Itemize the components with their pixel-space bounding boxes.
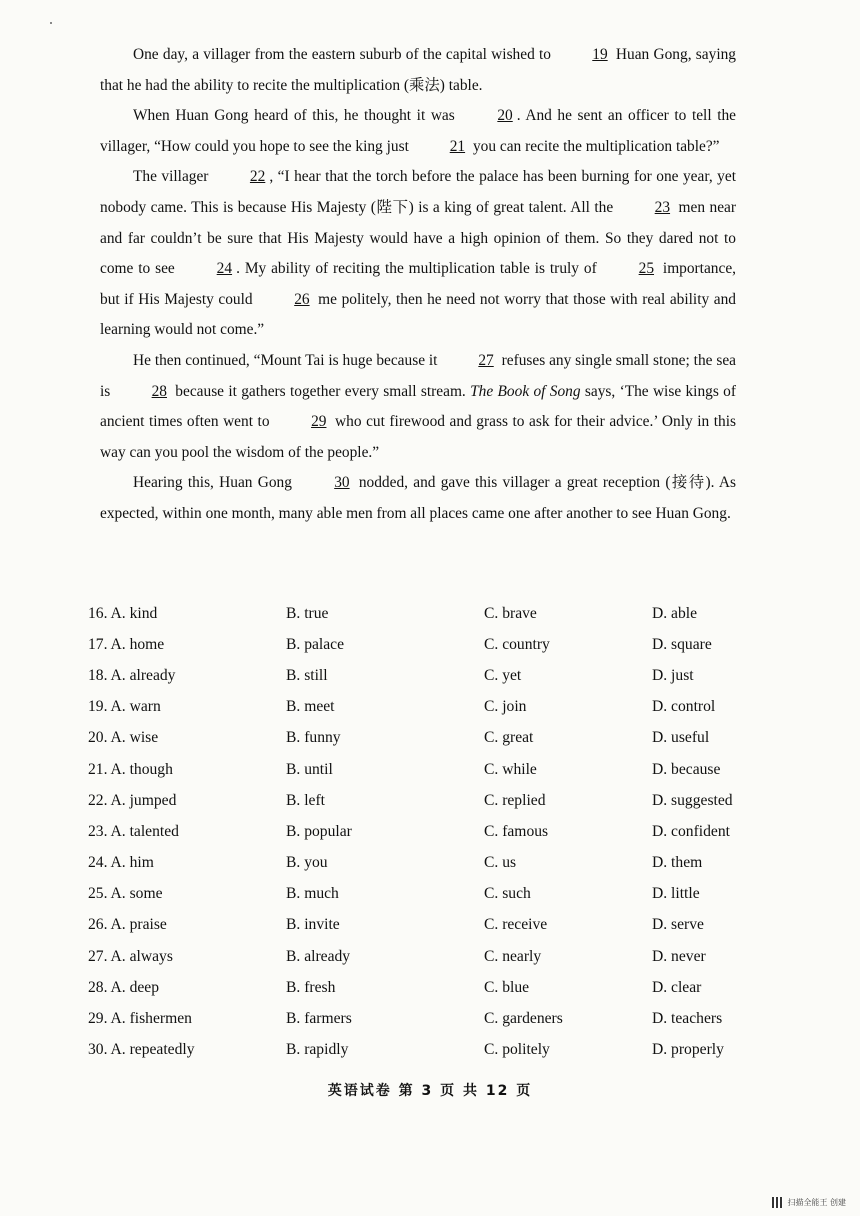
option-d: D. never — [652, 947, 706, 965]
option-c: C. brave — [484, 604, 537, 622]
option-d: D. suggested — [652, 791, 733, 809]
option-d: D. them — [652, 854, 703, 872]
option-d: D. clear — [652, 978, 702, 996]
option-d: D. properly — [652, 1041, 724, 1059]
text-run: Huan Gong, saying that he had the ability to recite the multiplication (乘法) table. — [100, 46, 736, 94]
text-run: you can recite the multiplication table?” — [469, 137, 720, 155]
option-a: 24. A. him — [88, 854, 154, 872]
option-c: C. nearly — [484, 947, 542, 965]
option-a: 25. A. some — [88, 885, 163, 903]
option-row-20 — [88, 723, 768, 754]
text-run: . And he sent an officer to tell the villager, “How could you hope to see the king just — [100, 107, 736, 155]
text-run: who cut firewood and grass to ask for their advice.’ Only in this way can you pool the wisdom of the people.” — [100, 413, 736, 461]
text-run: The villager — [133, 168, 213, 186]
text-run: , “I hear that the torch before the palace has been burning for one year, yet nobody came. This is because His Majesty (陛下) is a king of great talent. All the — [100, 168, 736, 216]
option-c: C. replied — [484, 791, 546, 809]
text-run: Hearing this, Huan Gong — [133, 474, 298, 492]
text-run: because it gathers together every small stream. — [170, 382, 471, 400]
option-b: B. invite — [286, 916, 340, 934]
option-c: C. gardeners — [484, 1010, 563, 1028]
blank-27: 27 — [478, 351, 494, 369]
blank-22: 22 — [249, 168, 266, 186]
paragraph-5 — [100, 468, 736, 529]
option-d: D. useful — [652, 729, 710, 747]
option-b: B. true — [286, 604, 329, 622]
option-c: C. while — [484, 760, 537, 778]
option-c: C. yet — [484, 666, 522, 684]
blank-23: 23 — [654, 198, 671, 216]
blank-26: 26 — [294, 290, 310, 308]
option-row-21 — [88, 754, 768, 785]
option-row-23 — [88, 816, 768, 847]
option-row-27 — [88, 941, 768, 972]
option-c: C. such — [484, 885, 531, 903]
option-a: 23. A. talented — [88, 822, 179, 840]
text-run: says, ‘The wise kings of ancient times often went to — [100, 382, 736, 431]
option-a: 27. A. always — [88, 947, 173, 965]
option-a: 16. A. kind — [88, 604, 158, 622]
text-run: me politely, then he need not worry that those with real ability and learning would not come.” — [100, 290, 736, 339]
option-b: B. you — [286, 854, 328, 872]
option-b: B. much — [286, 885, 339, 903]
option-d: D. able — [652, 604, 698, 622]
option-b: B. meet — [286, 698, 335, 716]
option-row-22 — [88, 785, 768, 816]
option-c: C. great — [484, 729, 534, 747]
option-b: B. fresh — [286, 978, 336, 996]
option-row-28 — [88, 972, 768, 1003]
text-run: men near and far couldn’t be sure that His Majesty would have a high opinion of them. So they dared not to come to see — [100, 198, 736, 278]
text-run: He then continued, “Mount Tai is huge because it — [133, 351, 442, 369]
option-a: 29. A. fishermen — [88, 1010, 192, 1028]
option-a: 30. A. repeatedly — [88, 1041, 195, 1059]
text-run: . My ability of reciting the multiplication table is truly of — [236, 260, 602, 278]
option-a: 26. A. praise — [88, 916, 167, 934]
blank-30: 30 — [334, 474, 350, 492]
option-a: 28. A. deep — [88, 978, 160, 996]
option-c: C. country — [484, 635, 550, 653]
option-b: B. funny — [286, 729, 341, 747]
option-row-18 — [88, 660, 768, 691]
option-row-19 — [88, 692, 768, 723]
option-row-26 — [88, 910, 768, 941]
option-a: 21. A. though — [88, 760, 173, 778]
scan-speck — [50, 22, 52, 24]
option-b: B. popular — [286, 822, 352, 840]
option-d: D. square — [652, 635, 712, 653]
blank-24: 24 — [216, 260, 233, 278]
qr-code-icon — [772, 1197, 783, 1208]
option-row-24 — [88, 848, 768, 879]
option-row-25 — [88, 879, 768, 910]
option-a: 17. A. home — [88, 635, 165, 653]
option-c: C. join — [484, 698, 527, 716]
option-d: D. just — [652, 666, 694, 684]
option-d: D. serve — [652, 916, 704, 934]
blank-20: 20 — [497, 107, 513, 125]
scanner-watermark — [772, 1197, 846, 1208]
option-c: C. politely — [484, 1041, 550, 1059]
option-c: C. famous — [484, 822, 549, 840]
option-row-30 — [88, 1035, 768, 1066]
option-d: D. control — [652, 698, 716, 716]
option-b: B. palace — [286, 635, 345, 653]
paragraph-3 — [100, 162, 736, 346]
book-title: The Book of Song — [470, 382, 581, 400]
text-run: When Huan Gong heard of this, he thought it was — [133, 107, 461, 125]
paragraph-4 — [100, 346, 736, 468]
blank-25: 25 — [638, 260, 655, 278]
option-row-29 — [88, 1003, 768, 1034]
option-b: B. farmers — [286, 1010, 352, 1028]
option-row-17 — [88, 629, 768, 660]
option-b: B. left — [286, 791, 325, 809]
option-b: B. still — [286, 666, 328, 684]
option-d: D. little — [652, 885, 700, 903]
option-b: B. until — [286, 760, 333, 778]
option-b: B. rapidly — [286, 1041, 349, 1059]
cloze-passage — [100, 40, 736, 530]
text-run: refuses any single small stone; the sea is — [100, 351, 736, 400]
text-run: importance, but if His Majesty could — [100, 260, 736, 308]
option-a: 18. A. already — [88, 666, 176, 684]
scanner-watermark-text: 扫描全能王 创建 — [787, 1198, 846, 1207]
text-run: One day, a villager from the eastern suburb of the capital wished to — [133, 46, 556, 63]
option-c: C. blue — [484, 978, 530, 996]
text-run: nodded, and gave this villager a great reception (接待). As expected, within one month, many able men from all places came one after another to see Huan Gong. — [100, 474, 736, 522]
option-d: D. confident — [652, 822, 730, 840]
option-a: 22. A. jumped — [88, 791, 177, 809]
option-row-16 — [88, 598, 768, 629]
blank-19: 19 — [592, 46, 608, 63]
blank-29: 29 — [311, 413, 327, 431]
page-footer: 英语试卷 第 3 页 共 12 页 — [327, 1083, 533, 1099]
option-c: C. receive — [484, 916, 548, 934]
option-b: B. already — [286, 947, 351, 965]
answer-options — [88, 598, 768, 1066]
option-c: C. us — [484, 854, 517, 872]
option-d: D. teachers — [652, 1010, 723, 1028]
blank-21: 21 — [449, 137, 466, 155]
blank-28: 28 — [151, 382, 167, 400]
option-a: 19. A. warn — [88, 698, 161, 716]
paragraph-1 — [100, 40, 736, 101]
option-d: D. because — [652, 760, 721, 778]
option-a: 20. A. wise — [88, 729, 159, 747]
paragraph-2 — [100, 101, 736, 162]
